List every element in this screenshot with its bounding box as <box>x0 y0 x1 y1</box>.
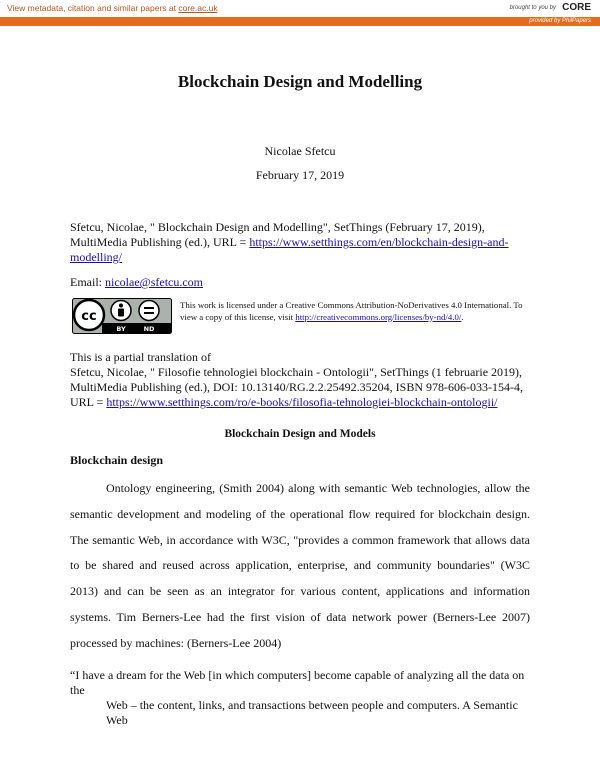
no-derivatives-icon <box>139 301 159 321</box>
nd-label: ND <box>143 325 155 333</box>
partial-translation-line: This is a partial translation of <box>70 350 211 364</box>
provided-by-text: provided by PhilPapers <box>529 18 591 24</box>
cc-icon-label: cc <box>81 309 97 324</box>
paper-date: February 17, 2019 <box>255 168 345 182</box>
email-label: Email: <box>70 275 105 289</box>
partial-citation-text: Sfetcu, Nicolae, " Filosofie tehnologiei blockchain - Ontologii", SetThings (1 februarie 2019), MultiMedia Publishing (ed.), DOI: 10.13140/RG.2.2.25492.35204, ISBN 978-606-033-154-4, URL = <box>70 365 523 409</box>
citation <box>70 220 530 265</box>
quote-line-1: “I have a dream for the Web [in which computers] become capable of analyzing all the data on the <box>70 668 525 697</box>
core-logo[interactable]: CORE <box>562 2 591 13</box>
section-title: Blockchain Design and Models <box>224 428 376 440</box>
body-paragraph <box>70 476 530 657</box>
block-quote <box>70 668 530 728</box>
by-label: BY <box>116 325 126 333</box>
citation-url-link[interactable]: https://www.setthings.com/en/blockchain-design-and-modelling/ <box>70 235 509 264</box>
body-paragraph-text: Ontology engineering, (Smith 2004) along with semantic Web technologies, allow the semantic development and modeling of the operational flow required for blockchain design. The semantic Web, in accordance with W3C, "provides a common framework that allows data to be shared and reused across application, enterprise, and community boundaries" (W3C 2013) and can be seen as an integrator for various content, applications and information systems. Tim Berners-Lee had the first vision of data network power (Berners-Lee 2007) processed by machines: (Berners-Lee 2004) <box>70 481 530 650</box>
brought-to-you-text: brought to you by <box>509 5 556 11</box>
subsection-heading: Blockchain design <box>70 453 164 467</box>
partial-translation-citation <box>70 365 530 410</box>
core-header-bar <box>0 0 600 17</box>
partial-citation-url-link[interactable]: https://www.setthings.com/ro/e-books/filosofia-tehnologiei-blockchain-ontologii/ <box>106 395 498 409</box>
license-text: This work is licensed under a Creative Commons Attribution-NoDerivatives 4.0 International. To view a copy of this license, visit <box>180 300 523 322</box>
citation-text: Sfetcu, Nicolae, " Blockchain Design and Modelling", SetThings (February 17, 2019), MultiMedia Publishing (ed.), URL = <box>70 220 485 249</box>
license-end: . <box>461 311 464 322</box>
email-line <box>70 275 530 290</box>
partial-translation-note <box>70 350 530 410</box>
quote-line-2: Web – the content, links, and transactions between people and computers. A Semantic Web <box>106 698 518 727</box>
cc-by-nd-badge[interactable] <box>72 298 172 334</box>
paper-title: Blockchain Design and Modelling <box>177 72 423 91</box>
email-link[interactable]: nicolae@sfetcu.com <box>105 275 204 289</box>
paper-author: Nicolae Sfetcu <box>264 144 336 158</box>
core-link[interactable]: core.ac.uk <box>178 3 218 13</box>
provider-bar <box>0 17 600 26</box>
license-notice <box>180 300 525 323</box>
metadata-link-text <box>7 3 218 13</box>
license-url-link[interactable]: http://creativecommons.org/licenses/by-nd/4.0/ <box>295 311 462 322</box>
metadata-prefix: View metadata, citation and similar papers at <box>7 3 179 13</box>
